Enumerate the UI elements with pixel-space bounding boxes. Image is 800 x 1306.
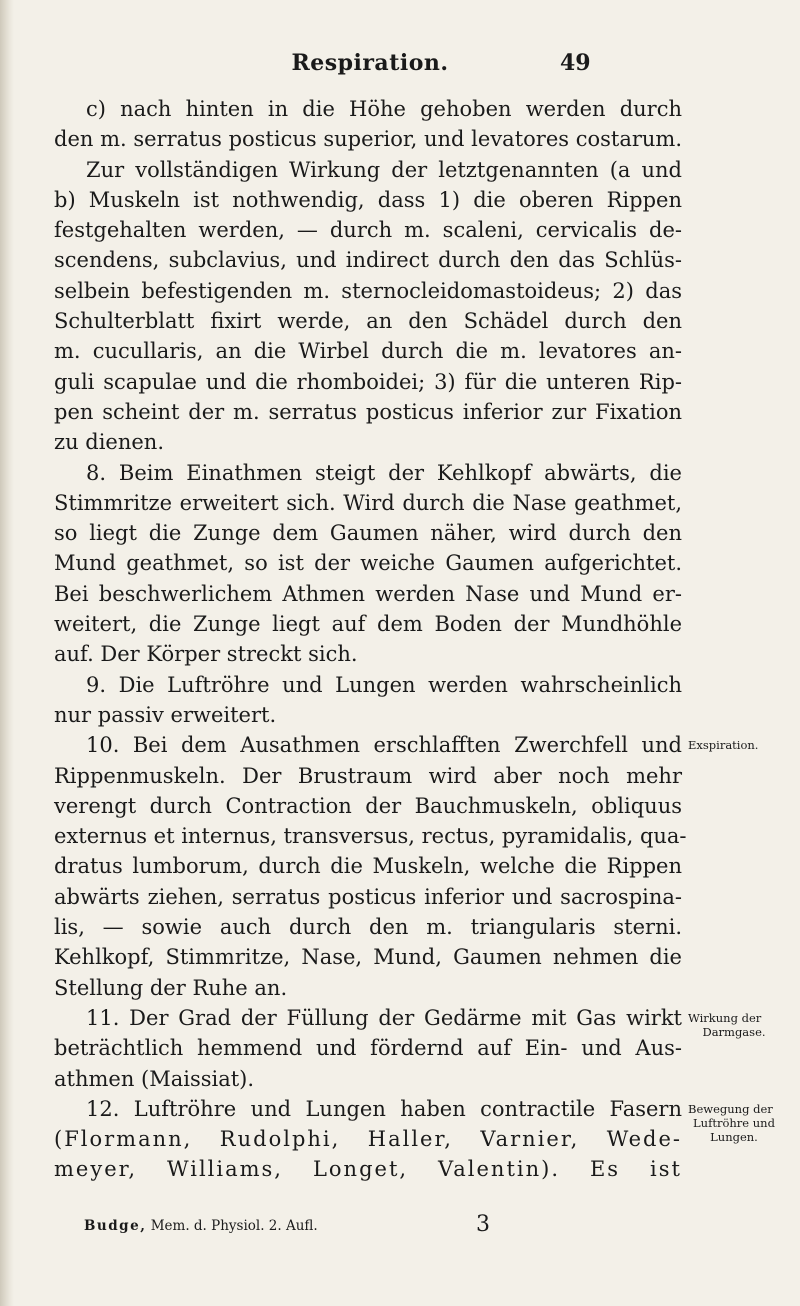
text-line: selbein befestigenden m. sternocleidomastoideus; 2) das — [54, 278, 682, 303]
text-line: 10. Bei dem Ausathmen erschlafften Zwerchfell und — [86, 733, 682, 758]
margin-note-label: Wirkung der — [688, 1011, 762, 1025]
running-title: Respiration. — [291, 50, 449, 76]
text-line: 8. Beim Einathmen steigt der Kehlkopf abwärts, die — [86, 460, 682, 485]
footer-citation — [84, 1218, 318, 1234]
text-line: athmen (Maissiat). — [54, 1066, 255, 1091]
text-line: meyer, Williams, Longet, Valentin). Es ist — [54, 1157, 682, 1182]
body-text — [54, 94, 687, 1185]
text-line: Stimmritze erweitert sich. Wird durch die Nase geathmet, — [54, 490, 682, 515]
text-line: festgehalten werden, — durch m. scaleni, cervicalis de- — [54, 218, 682, 243]
margin-note-continuation: Luftröhre und — [693, 1115, 775, 1130]
text-line: zu dienen. — [54, 430, 165, 455]
text-line: b) Muskeln ist nothwendig, dass 1) die oberen Rippen — [54, 187, 682, 212]
margin-note-label: Bewegung der — [688, 1101, 773, 1116]
text-line: Zur vollständigen Wirkung der letztgenannten (a und — [86, 157, 682, 182]
text-line: guli scapulae und die rhomboidei; 3) für die unteren Rip- — [54, 369, 682, 394]
margin-note — [688, 1102, 798, 1144]
text-line: auf. Der Körper streckt sich. — [54, 642, 358, 667]
text-line: (Flormann, Rudolphi, Haller, Varnier, Wede- — [54, 1127, 682, 1152]
text-line: 12. Luftröhre und Lungen haben contractile Fasern — [86, 1096, 682, 1121]
text-line: scendens, subclavius, und indirect durch den das Schlüs- — [54, 248, 682, 273]
text-line: pen scheint der m. serratus posticus inferior zur Fixation — [54, 399, 682, 424]
text-line: Rippenmuskeln. Der Brustraum wird aber noch mehr — [54, 763, 682, 788]
signature-mark: 3 — [476, 1212, 490, 1237]
text-line: dratus lumborum, durch die Muskeln, welche die Rippen — [54, 854, 682, 879]
text-line: externus et internus, transversus, rectus, pyramidalis, qua- — [54, 824, 687, 849]
page-footer — [84, 1212, 644, 1242]
footer-author: Budge, — [84, 1218, 147, 1234]
text-line: m. cucullaris, an die Wirbel durch die m. levatores an- — [54, 339, 682, 364]
text-line: 11. Der Grad der Füllung der Gedärme mit Gas wirkt — [86, 1005, 682, 1030]
footer-source: Mem. d. Physiol. 2. Aufl. — [150, 1218, 318, 1234]
text-line: verengt durch Contraction der Bauchmuskeln, obliquus — [54, 793, 682, 818]
text-line: den m. serratus posticus superior, und levatores costarum. — [54, 127, 682, 152]
text-line: Bei beschwerlichem Athmen werden Nase und Mund er- — [54, 581, 682, 606]
margin-note-continuation: Darmgase. — [702, 1025, 766, 1039]
text-line: c) nach hinten in die Höhe gehoben werden durch — [86, 97, 682, 121]
text-line: beträchtlich hemmend und fördernd auf Ein- und Aus- — [54, 1036, 682, 1061]
text-line: 9. Die Luftröhre und Lungen werden wahrscheinlich — [86, 672, 682, 697]
page-binding-shadow — [0, 0, 14, 1306]
text-line: abwärts ziehen, serratus posticus inferior und sacrospina- — [54, 884, 682, 909]
text-line: Mund geathmet, so ist der weiche Gaumen aufgerichtet. — [54, 551, 682, 576]
text-line: weitert, die Zunge liegt auf dem Boden der Mundhöhle — [54, 612, 682, 637]
text-line: nur passiv erweitert. — [54, 702, 277, 727]
page-number: 49 — [560, 50, 591, 76]
margin-note-label: Exspiration. — [688, 738, 759, 753]
margin-note — [688, 1011, 798, 1039]
text-line: Schulterblatt fixirt werde, an den Schädel durch den — [54, 309, 682, 334]
margin-note — [688, 738, 798, 752]
text-line: so liegt die Zunge dem Gaumen näher, wird durch den — [54, 521, 682, 546]
text-line: Stellung der Ruhe an. — [54, 975, 288, 1000]
margin-note-continuation: Lungen. — [710, 1129, 758, 1144]
text-line: Kehlkopf, Stimmritze, Nase, Mund, Gaumen nehmen die — [54, 945, 682, 970]
page-header — [0, 50, 800, 80]
text-line: lis, — sowie auch durch den m. triangularis sterni. — [54, 915, 682, 940]
